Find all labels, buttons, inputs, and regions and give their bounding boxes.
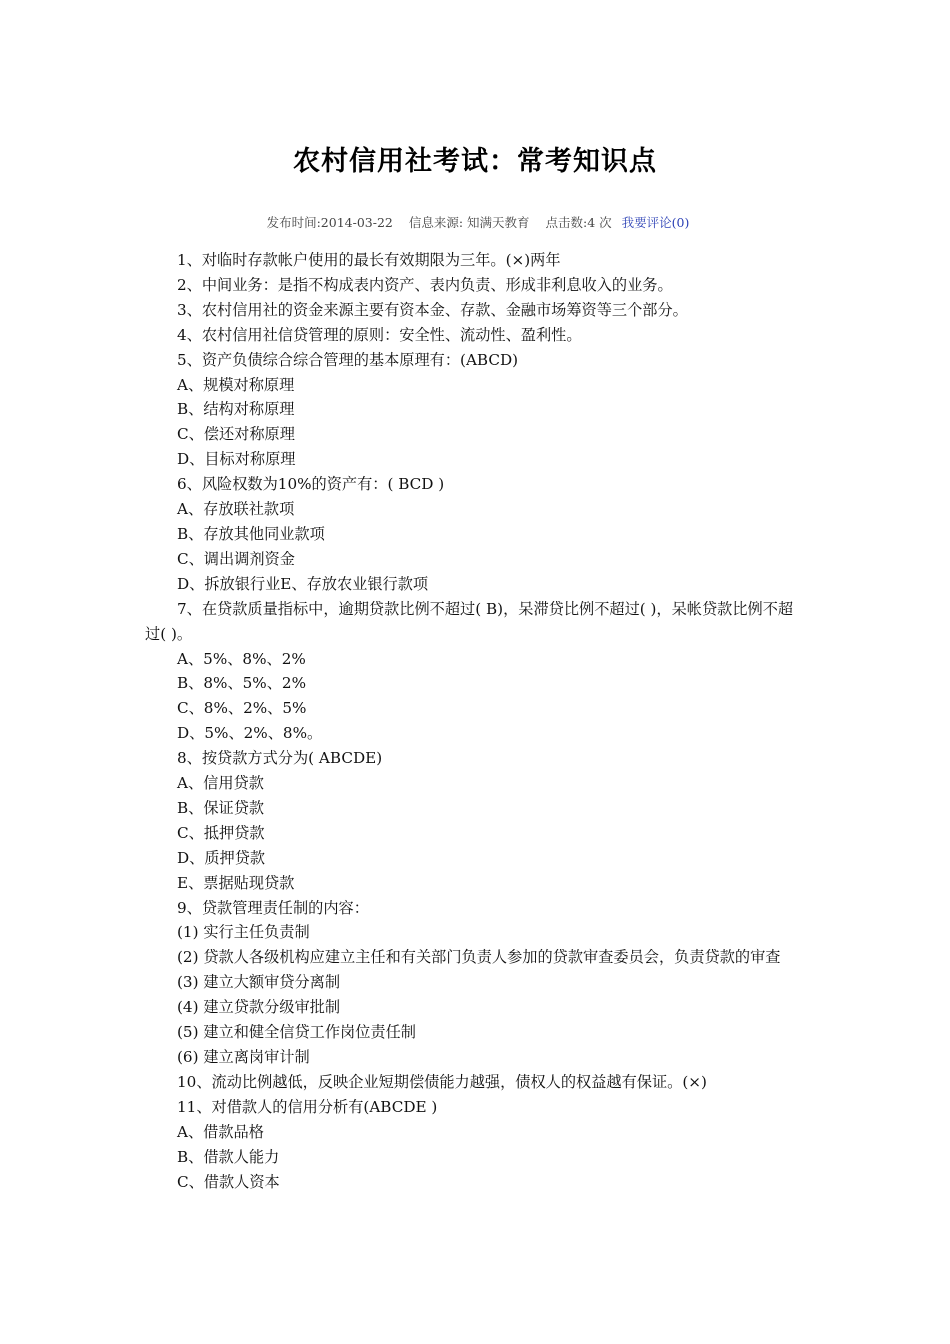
- text-line: 4、农村信用社信贷管理的原则：安全性、流动性、盈利性。: [177, 325, 582, 344]
- text-line: 5、资产负债综合综合管理的基本原理有：(ABCD): [177, 350, 519, 369]
- text-line: (4) 建立贷款分级审批制: [177, 998, 341, 1017]
- page-title: 农村信用社考试：常考知识点: [293, 146, 657, 177]
- text-line: A、存放联社款项: [177, 500, 295, 519]
- text-line: (1) 实行主任负责制: [177, 923, 310, 942]
- text-line: D、5%、2%、8%。: [177, 724, 323, 743]
- text-line: (3) 建立大额审贷分离制: [177, 973, 341, 992]
- text-line: 6、风险权数为10%的资产有：( BCD ): [177, 475, 445, 494]
- text-line: 8、按贷款方式分为( ABCDE): [177, 749, 383, 768]
- text-line: C、抵押贷款: [177, 823, 265, 842]
- text-line: B、借款人能力: [177, 1147, 280, 1166]
- comment-link[interactable]: 我要评论(0): [621, 215, 690, 230]
- article-meta: [0, 213, 950, 233]
- text-line: C、借款人资本: [177, 1172, 280, 1191]
- text-line: E、票据贴现贷款: [177, 873, 295, 892]
- text-line: C、8%、2%、5%: [177, 699, 307, 718]
- publish-time: 发布时间:2014-03-22: [266, 215, 393, 230]
- text-line: 1、对临时存款帐户使用的最长有效期限为三年。(×)两年: [177, 251, 561, 269]
- article-body: [145, 248, 805, 1194]
- text-line: D、目标对称原理: [177, 450, 296, 469]
- text-line: 10、流动比例越低，反映企业短期偿债能力越强，债权人的权益越有保证。(×): [177, 1072, 707, 1091]
- text-line: 11、对借款人的信用分析有(ABCDE ): [177, 1097, 438, 1116]
- text-line: 9、贷款管理责任制的内容：: [177, 898, 369, 917]
- text-line: (5) 建立和健全信贷工作岗位责任制: [177, 1023, 416, 1042]
- click-count: 点击数:4 次: [545, 215, 612, 230]
- text-line: 2、中间业务：是指不构成表内资产、表内负责、形成非利息收入的业务。: [177, 275, 673, 294]
- text-line: (2) 贷款人各级机构应建立主任和有关部门负责人参加的贷款审查委员会，负责贷款的审查: [177, 948, 781, 967]
- text-line: B、保证贷款: [177, 798, 265, 817]
- text-line: 7、在贷款质量指标中，逾期贷款比例不超过( B)，呆滞贷比例不超过( )，呆帐贷款比例不超过( )。: [145, 599, 794, 643]
- text-line: (6) 建立离岗审计制: [177, 1048, 310, 1066]
- text-line: B、8%、5%、2%: [177, 674, 307, 693]
- text-line: A、借款品格: [177, 1122, 264, 1141]
- text-line: B、结构对称原理: [177, 400, 295, 419]
- text-line: D、拆放银行业E、存放农业银行款项: [177, 574, 429, 593]
- text-line: A、信用贷款: [177, 774, 264, 793]
- text-line: D、质押贷款: [177, 848, 266, 867]
- info-source: 信息来源: 知满天教育: [408, 215, 530, 230]
- text-line: B、存放其他同业款项: [177, 524, 325, 543]
- text-line: 3、农村信用社的资金来源主要有资本金、存款、金融市场筹资等三个部分。: [177, 300, 688, 319]
- text-line: A、5%、8%、2%: [177, 649, 306, 668]
- text-line: C、偿还对称原理: [177, 425, 295, 444]
- text-line: C、调出调剂资金: [177, 549, 295, 568]
- text-line: A、规模对称原理: [177, 375, 295, 394]
